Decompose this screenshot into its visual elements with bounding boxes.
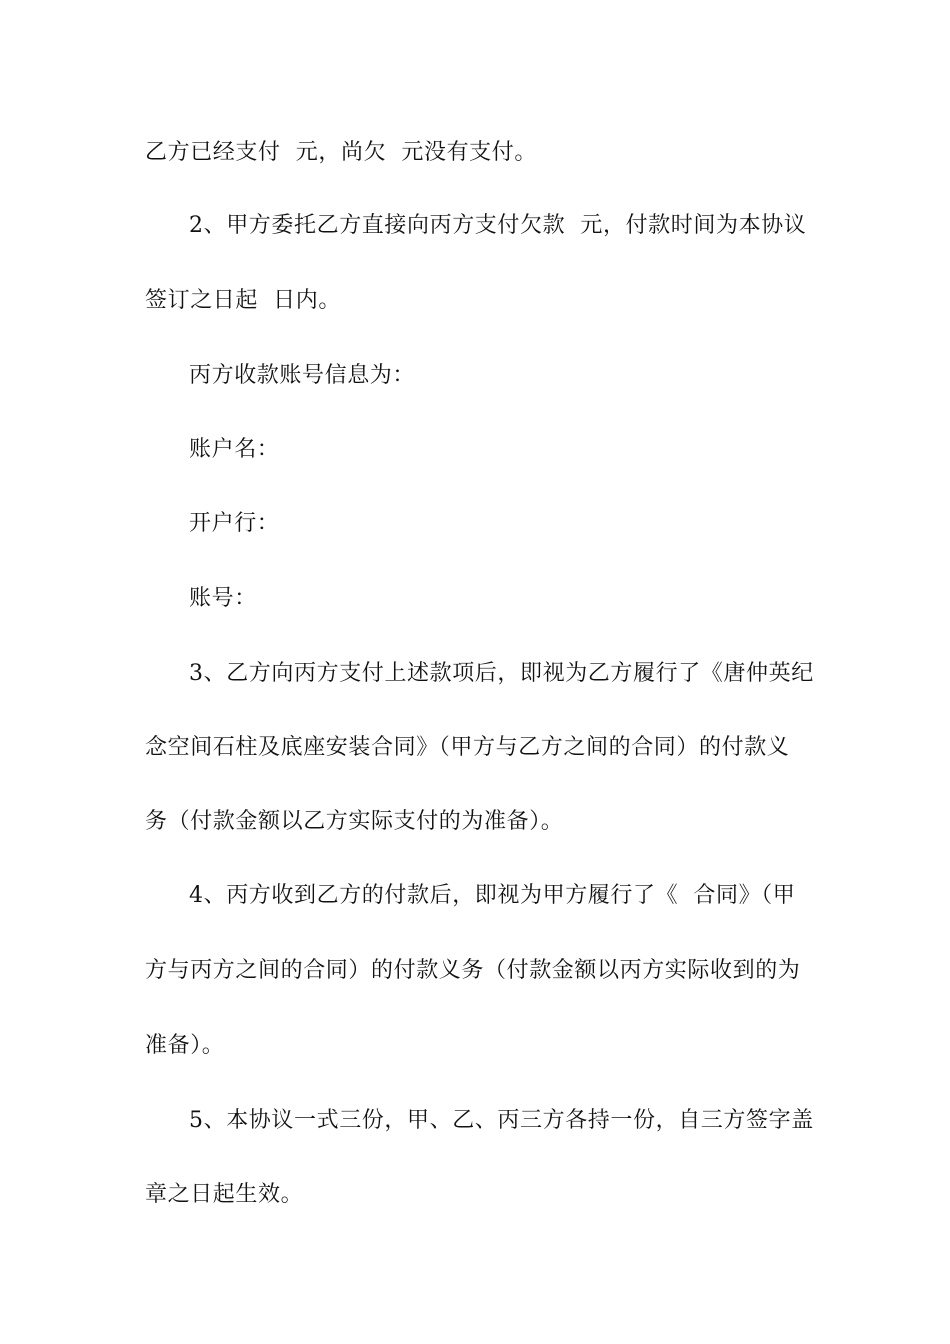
paragraph-line: 3、乙方向丙方支付上述款项后，即视为乙方履行了《唐仲英纪 xyxy=(189,661,814,686)
paragraph-line: 账户名： xyxy=(189,437,280,462)
paragraph-line: 方与丙方之间的合同）的付款义务（付款金额以丙方实际收到的为 xyxy=(145,958,801,983)
paragraph-line: 开户行： xyxy=(189,511,280,536)
paragraph-line: 4、丙方收到乙方的付款后，即视为甲方履行了《 合同》（甲 xyxy=(189,883,796,908)
paragraph-line: 账号： xyxy=(189,586,257,611)
paragraph-line: 乙方已经支付 元，尚欠 元没有支付。 xyxy=(145,140,537,165)
paragraph-line: 务（付款金额以乙方实际支付的为准备）。 xyxy=(145,809,564,834)
paragraph-line: 2、甲方委托乙方直接向丙方支付欠款 元，付款时间为本协议 xyxy=(189,213,807,238)
paragraph-line: 念空间石柱及底座安装合同》（甲方与乙方之间的合同）的付款义 xyxy=(145,735,790,760)
paragraph-line: 准备）。 xyxy=(145,1033,225,1058)
paragraph-line: 5、本协议一式三份，甲、乙、丙三方各持一份，自三方签字盖 xyxy=(189,1108,814,1133)
paragraph-line: 签订之日起 日内。 xyxy=(145,288,341,313)
paragraph-line: 章之日起生效。 xyxy=(145,1182,304,1207)
paragraph-line: 丙方收款账号信息为： xyxy=(189,363,416,388)
